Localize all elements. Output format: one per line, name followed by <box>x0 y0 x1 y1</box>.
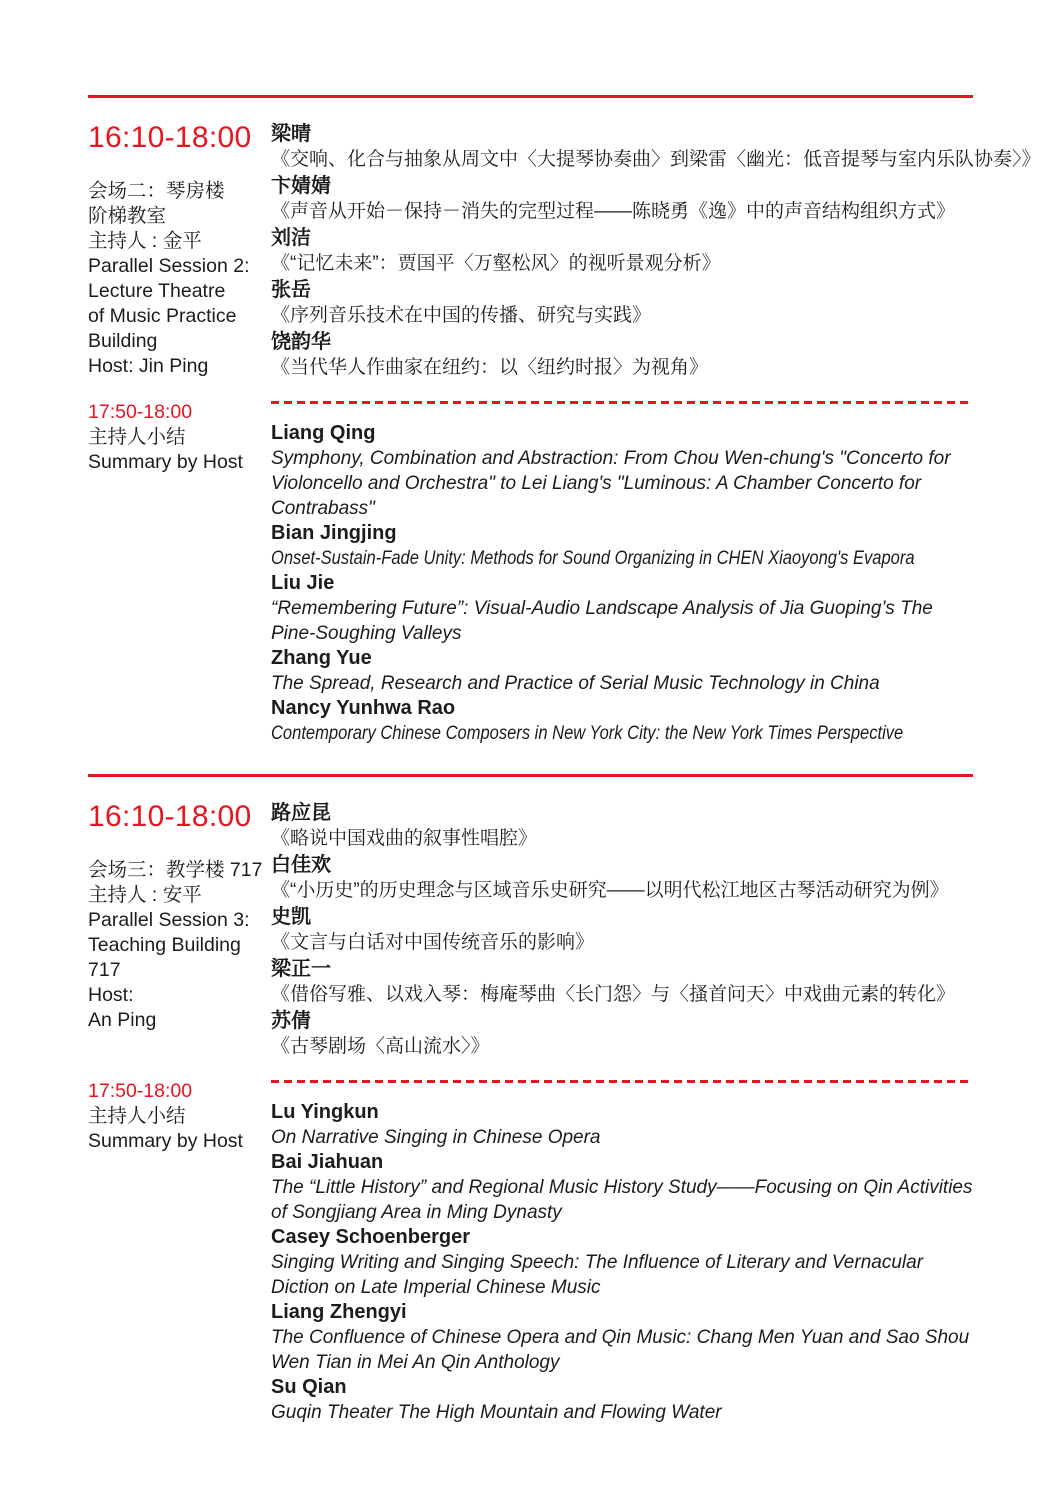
venue-line: Lecture Theatre <box>88 280 226 302</box>
section-divider-rule <box>88 774 973 777</box>
session-header-row <box>88 800 973 1060</box>
summary-entry <box>271 646 973 696</box>
summary-presenter-name: Nancy Yunhwa Rao <box>271 697 456 719</box>
summary-content <box>271 1074 973 1425</box>
presentation-title: 《交响、化合与抽象从周文中〈大提琴协奏曲〉到梁雷〈幽光：低音提琴与室内乐队协奏〉》 <box>271 149 1041 170</box>
summary-presentation-title: Guqin Theater The High Mountain and Flowing Water <box>271 1402 722 1423</box>
presenter-name: 饶韵华 <box>271 331 331 353</box>
summary-time: 17:50-18:00 <box>88 1080 193 1102</box>
summary-entry <box>271 571 973 646</box>
summary-presentation-title: The Confluence of Chinese Opera and Qin Music: Chang Men Yuan and Sao Shou Wen Tian in Mei An Qin Anthology <box>271 1327 970 1373</box>
summary-presenter-name: Liang Qing <box>271 422 376 444</box>
summary-presenter-name: Casey Schoenberger <box>271 1226 470 1248</box>
presentation-entry <box>271 1008 973 1060</box>
presenter-name: 梁晴 <box>271 123 311 145</box>
summary-label: Summary by Host <box>88 451 243 473</box>
summary-presenter-name: Lu Yingkun <box>271 1101 379 1123</box>
presentation-title: 《当代华人作曲家在纽约：以〈纽约时报〉为视角》 <box>271 357 709 378</box>
venue-line: Building <box>88 330 158 352</box>
presenter-name: 白佳欢 <box>271 854 331 876</box>
summary-presentation-title: Symphony, Combination and Abstraction: From Chou Wen-chung's "Concerto for Violoncello and Orchestra" to Lei Liang's "Luminous: A Chamber Concerto for Contrabass" <box>271 448 951 519</box>
presentation-entry <box>271 225 973 277</box>
venue-line: 会场二：琴房楼 <box>88 180 225 202</box>
presenter-name: 苏倩 <box>271 1010 311 1032</box>
summary-presenter-name: Bian Jingjing <box>271 522 397 544</box>
summary-presentation-title: “Remembering Future”: Visual-Audio Landscape Analysis of Jia Guoping’s The Pine-Soughing Valleys <box>271 598 933 644</box>
session-header-row <box>88 121 1041 381</box>
presentation-entry <box>271 956 973 1008</box>
summary-label: 主持人小结 <box>88 1105 186 1127</box>
summary-label: Summary by Host <box>88 1130 243 1152</box>
summary-entry <box>271 521 973 571</box>
venue-line: 717 <box>88 959 121 981</box>
session-venue-lines <box>88 179 271 379</box>
summary-presentation-title: Singing Writing and Singing Speech: The Influence of Literary and Vernacular Diction on Late Imperial Chinese Music <box>271 1252 924 1298</box>
session-block-3 <box>88 774 973 1425</box>
session-block-2 <box>88 95 1041 746</box>
presenter-name: 梁正一 <box>271 958 331 980</box>
dashed-divider <box>271 401 973 404</box>
presentation-entry <box>271 904 973 956</box>
summary-presenter-name: Liang Zhengyi <box>271 1301 407 1323</box>
summary-entry <box>271 1150 973 1225</box>
presenter-name: 路应昆 <box>271 802 331 824</box>
summary-entry-list <box>271 421 973 746</box>
presentation-title: 《借俗写雅、以戏入琴：梅庵琴曲〈长门怨〉与〈搔首问天〉中戏曲元素的转化》 <box>271 984 956 1005</box>
presentation-title: 《古琴剧场〈高山流水〉》 <box>271 1036 490 1057</box>
presentation-entry <box>271 121 1041 173</box>
presenter-name: 卞婧婧 <box>271 175 331 197</box>
summary-presenter-name: Liu Jie <box>271 572 335 594</box>
venue-line: Host: Jin Ping <box>88 355 209 377</box>
venue-line: 主持人 : 金平 <box>88 230 202 252</box>
venue-line: Host: <box>88 984 134 1006</box>
presentation-entry <box>271 329 973 381</box>
summary-labels <box>88 1104 271 1154</box>
venue-line: Teaching Building <box>88 934 241 956</box>
venue-line: of Music Practice <box>88 305 237 327</box>
presentation-entry <box>271 173 973 225</box>
presentation-entry <box>271 800 973 852</box>
session-info-column <box>88 800 271 1060</box>
summary-presentation-title: The “Little History” and Regional Music History Study——Focusing on Qin Activities of Songjiang Area in Ming Dynasty <box>271 1177 973 1223</box>
summary-presentation-title: On Narrative Singing in Chinese Opera <box>271 1127 601 1148</box>
presenter-name: 史凯 <box>271 906 311 928</box>
presentation-entry <box>271 277 973 329</box>
summary-info-column <box>88 395 271 746</box>
venue-line: Parallel Session 2: <box>88 255 250 277</box>
venue-line: Parallel Session 3: <box>88 909 250 931</box>
venue-line: 主持人 : 安平 <box>88 884 202 906</box>
venue-line: 会场三：教学楼 717 <box>88 859 263 881</box>
summary-entry-list <box>271 1100 973 1425</box>
summary-entry <box>271 696 973 746</box>
venue-line: 阶梯教室 <box>88 205 167 227</box>
presenter-name: 张岳 <box>271 279 311 301</box>
summary-label: 主持人小结 <box>88 426 186 448</box>
summary-entry <box>271 1225 973 1300</box>
session-time: 16:10-18:00 <box>88 121 252 154</box>
venue-line: An Ping <box>88 1009 157 1031</box>
presentation-title: 《“记忆未来”：贾国平〈万壑松风〉的视听景观分析》 <box>271 253 721 274</box>
summary-presentation-title: The Spread, Research and Practice of Serial Music Technology in China <box>271 673 880 694</box>
summary-presentation-title: Contemporary Chinese Composers in New York City: the New York Times Perspective <box>271 723 904 744</box>
summary-presenter-name: Su Qian <box>271 1376 347 1398</box>
presentation-title: 《声音从开始－保持－消失的完型过程——陈晓勇《逸》中的声音结构组织方式》 <box>271 201 956 222</box>
summary-presentation-title: Onset-Sustain-Fade Unity: Methods for Sound Organizing in CHEN Xiaoyong's Evapora <box>271 548 915 569</box>
presenter-name: 刘洁 <box>271 227 311 249</box>
session-venue-lines <box>88 858 271 1033</box>
session-time: 16:10-18:00 <box>88 800 252 833</box>
summary-content <box>271 395 973 746</box>
summary-presenter-name: Zhang Yue <box>271 647 372 669</box>
presentation-list <box>271 800 973 1060</box>
presentation-entry <box>271 852 973 904</box>
summary-presenter-name: Bai Jiahuan <box>271 1151 384 1173</box>
presentation-list <box>271 121 1041 381</box>
presentation-title: 《序列音乐技术在中国的传播、研究与实践》 <box>271 305 652 326</box>
presentation-title: 《略说中国戏曲的叙事性唱腔》 <box>271 828 538 849</box>
summary-row <box>88 1074 973 1425</box>
section-divider-rule <box>88 95 973 98</box>
summary-entry <box>271 1100 973 1150</box>
summary-info-column <box>88 1074 271 1425</box>
session-info-column <box>88 121 271 381</box>
summary-entry <box>271 1300 973 1375</box>
summary-entry <box>271 1375 973 1425</box>
summary-labels <box>88 425 271 475</box>
dashed-divider <box>271 1080 973 1083</box>
presentation-title: 《“小历史”的历史理念与区域音乐史研究——以明代松江地区古琴活动研究为例》 <box>271 880 949 901</box>
summary-time: 17:50-18:00 <box>88 401 193 423</box>
summary-entry <box>271 421 973 521</box>
presentation-title: 《文言与白话对中国传统音乐的影响》 <box>271 932 595 953</box>
summary-row <box>88 395 973 746</box>
